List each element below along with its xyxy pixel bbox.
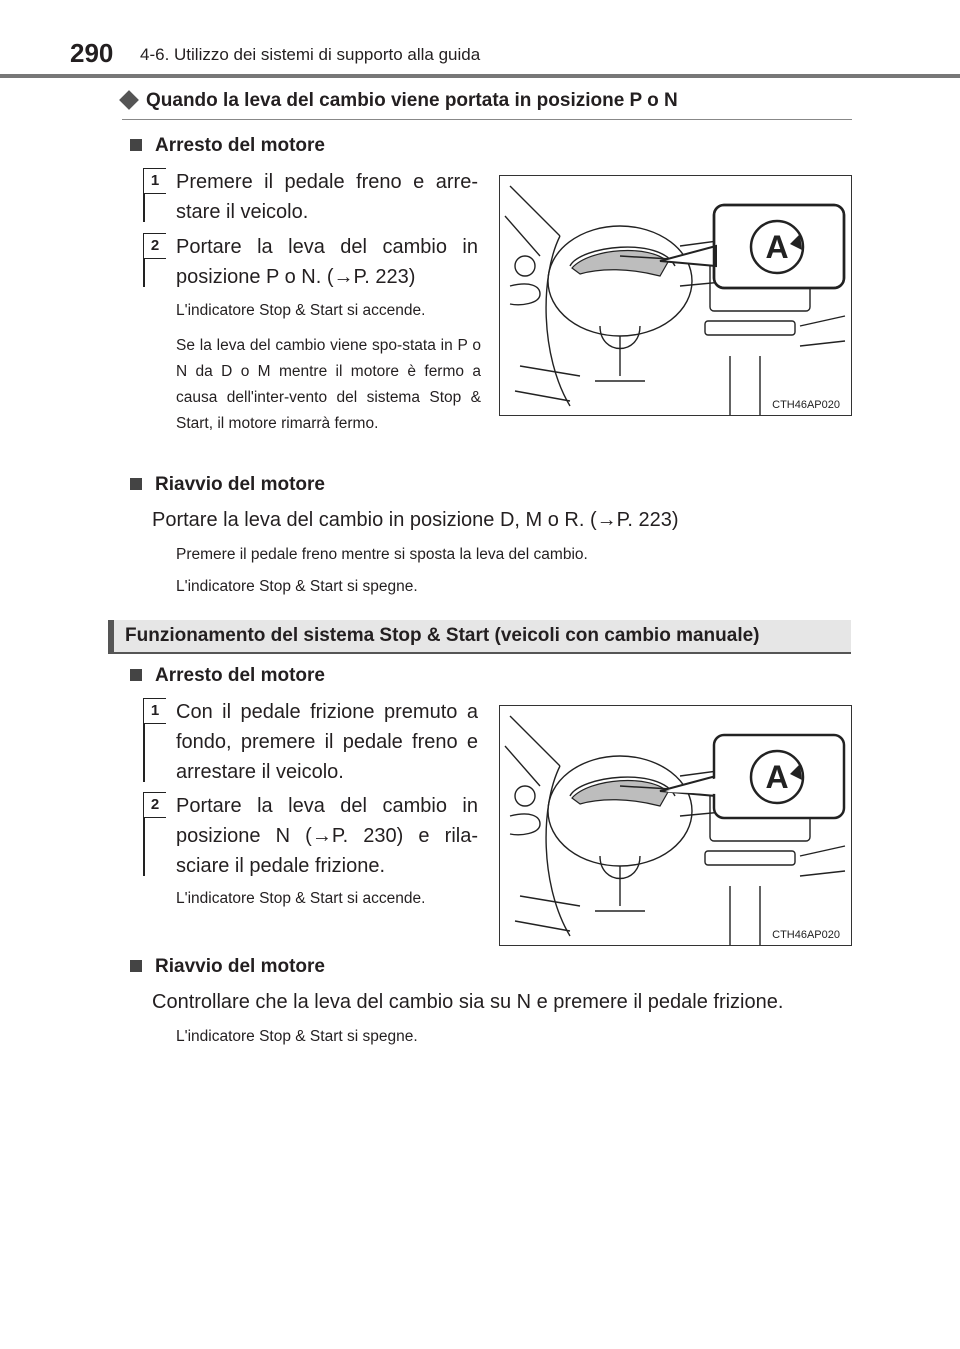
note-2: Se la leva del cambio viene spo-stata in P o N da D o M mentre il motore è fermo a causa dell'inter-vento del sistema Stop & Start, il motore rimarrà fermo.	[176, 337, 481, 432]
chapter-title: 4-6. Utilizzo dei sistemi di supporto alla guida	[140, 45, 481, 64]
step-bar	[143, 818, 145, 876]
step-text-1b: Con il pedale frizione premuto a fondo, premere il pedale freno e arrestare il veicolo.	[176, 701, 478, 783]
restart-text-1: Portare la leva del cambio in posizione D, M o R. (→P. 223)	[152, 509, 679, 531]
step-number-2: 2	[143, 233, 166, 259]
restart-heading-1: Riavvio del motore	[130, 474, 325, 496]
restart-note-2: L'indicatore Stop & Start si spegne.	[176, 578, 418, 595]
section1-rule	[122, 119, 852, 120]
section1-heading	[122, 90, 678, 112]
restart-heading-2: Riavvio del motore	[130, 956, 325, 978]
stop-heading-1: Arresto del motore	[130, 135, 325, 157]
step-text-1: Premere il pedale freno e arre-stare il veicolo.	[176, 171, 478, 223]
section2-heading-bar	[108, 620, 851, 654]
dashboard-illustration-1	[499, 175, 852, 416]
square-bullet-icon	[130, 960, 142, 972]
stop-heading-2: Arresto del motore	[130, 665, 325, 687]
step-bar	[143, 724, 145, 782]
restart-note-1: Premere il pedale freno mentre si sposta la leva del cambio.	[176, 546, 588, 563]
restart-note-3: L'indicatore Stop & Start si spegne.	[176, 1028, 418, 1045]
step-text-2: Portare la leva del cambio in posizione P o N. (→P. 223)	[176, 236, 478, 288]
header-rule	[0, 74, 960, 78]
section-tab	[108, 620, 114, 652]
restart-text-2: Controllare che la leva del cambio sia su N e premere il pedale frizione.	[152, 991, 784, 1013]
dashboard-illustration-2	[499, 705, 852, 946]
figure-code: CTH46AP020	[772, 929, 840, 941]
step-number-2: 2	[143, 792, 166, 818]
step-number-1: 1	[143, 698, 166, 724]
callout-label: A	[765, 759, 789, 795]
diamond-bullet-icon	[119, 90, 139, 110]
square-bullet-icon	[130, 478, 142, 490]
square-bullet-icon	[130, 139, 142, 151]
section2-title: Funzionamento del sistema Stop & Start (veicoli con cambio manuale)	[125, 625, 760, 646]
square-bullet-icon	[130, 669, 142, 681]
step-text-2b: Portare la leva del cambio in posizione N (→P. 230) e rila-sciare il pedale frizione.	[176, 795, 478, 877]
section1-title: Quando la leva del cambio viene portata in posizione P o N	[146, 90, 678, 111]
note-1: L'indicatore Stop & Start si accende.	[176, 302, 426, 319]
step-number-1: 1	[143, 168, 166, 194]
note-3: L'indicatore Stop & Start si accende.	[176, 890, 426, 907]
step-bar	[143, 259, 145, 287]
callout-label: A	[765, 229, 789, 265]
page-number: 290	[70, 38, 114, 68]
figure-code: CTH46AP020	[772, 399, 840, 411]
step-bar	[143, 194, 145, 222]
